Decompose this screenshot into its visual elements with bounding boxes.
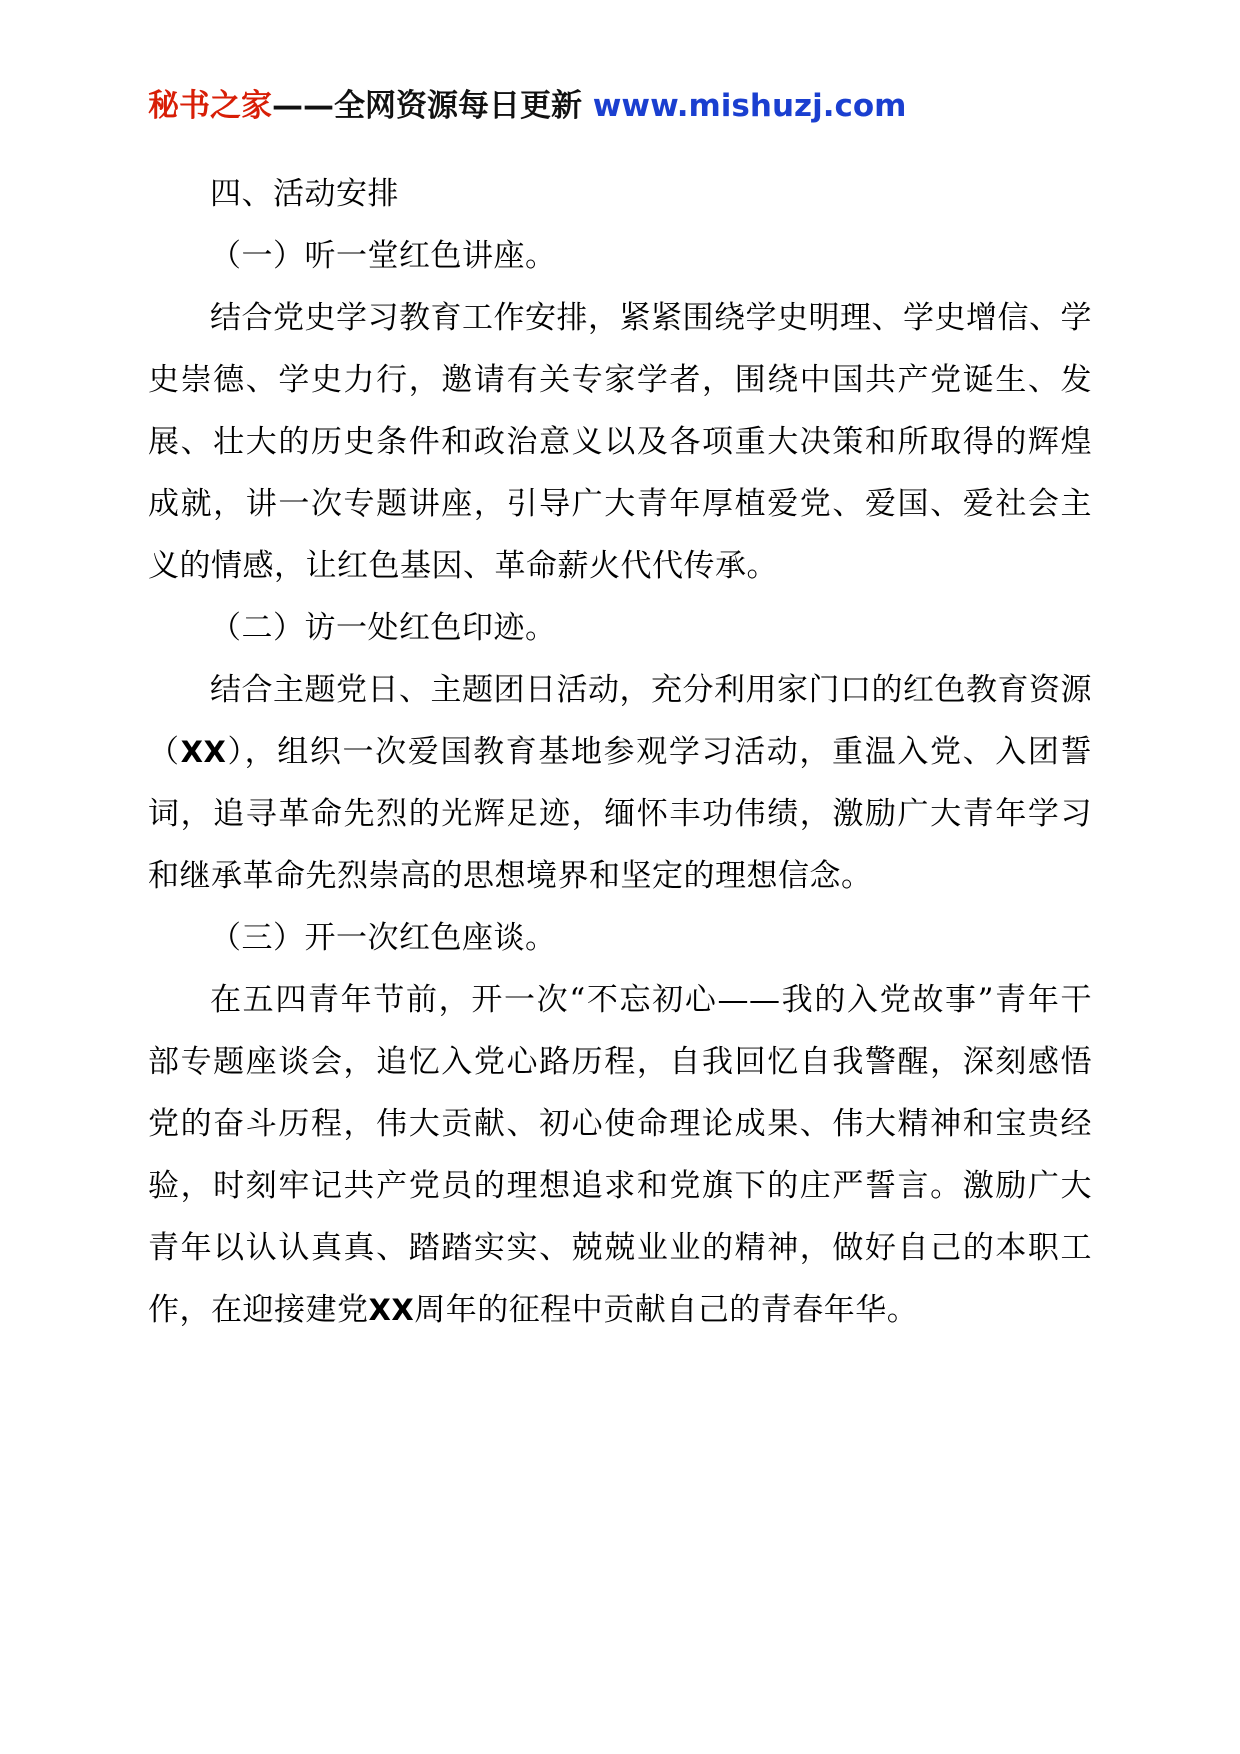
paragraph-2: 结合主题党日、主题团日活动，充分利用家门口的红色教育资源（XX），组织一次爱国教育基地参观学习活动，重温入党、入团誓词，追寻革命先烈的光辉足迹，缅怀丰功伟绩，激励广大青年学习和继承革命先烈崇高的思想境界和坚定的理想信念。	[148, 672, 1093, 895]
latin-run: XX	[180, 735, 227, 770]
subsection-heading-1: （一）听一堂红色讲座。	[210, 238, 557, 275]
subsection-heading-3: （三）开一次红色座谈。	[210, 920, 557, 957]
watermark-slogan: 全网资源每日更新	[334, 88, 582, 124]
latin-run: XX	[368, 1293, 415, 1328]
section-heading: 四、活动安排	[210, 176, 399, 213]
paragraph-1: 结合党史学习教育工作安排，紧紧围绕学史明理、学史增信、学史崇德、学史力行，邀请有关专家学者，围绕中国共产党诞生、发展、壮大的历史条件和政治意义以及各项重大决策和所取得的辉煌成就，讲一次专题讲座，引导广大青年厚植爱党、爱国、爱社会主义的情感，让红色基因、革命薪火代代传承。	[148, 300, 1092, 585]
document-body	[148, 163, 1092, 1341]
subsection-heading-2: （二）访一处红色印迹。	[210, 610, 557, 647]
watermark-brand: 秘书之家	[148, 88, 272, 124]
watermark-url[interactable]: www.mishuzj.com	[592, 88, 907, 124]
paragraph-3: 在五四青年节前，开一次“不忘初心——我的入党故事”青年干部专题座谈会，追忆入党心路历程，自我回忆自我警醒，深刻感悟党的奋斗历程，伟大贡献、初心使命理论成果、伟大精神和宝贵经验，时刻牢记共产党员的理想追求和党旗下的庄严誓言。激励广大青年以认认真真、踏踏实实、兢兢业业的精神，做好自己的本职工作，在迎接建党XX周年的征程中贡献自己的青春年华。	[148, 982, 1092, 1329]
watermark-dash: ——	[272, 88, 334, 124]
watermark-banner	[148, 88, 1092, 125]
